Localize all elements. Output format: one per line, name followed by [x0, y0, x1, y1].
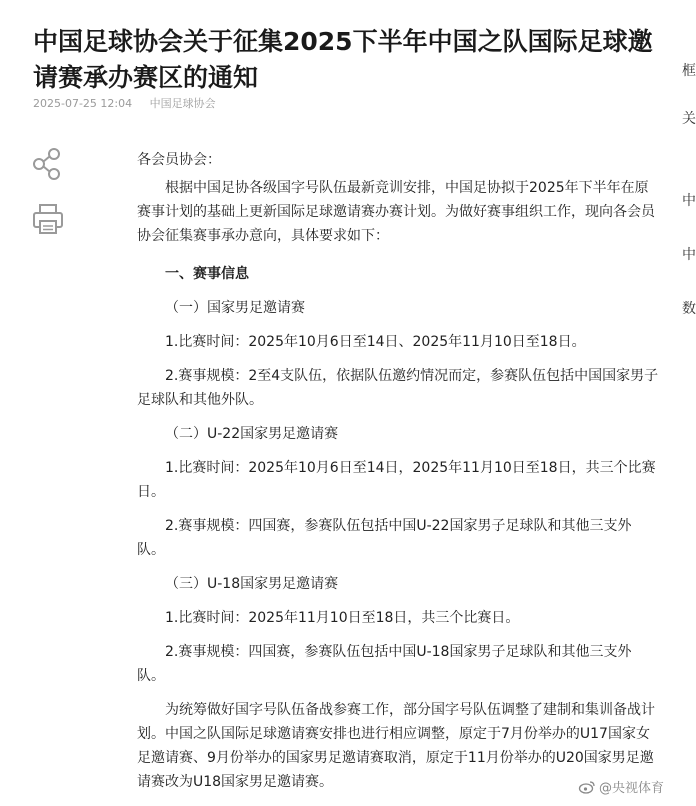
article-meta: [33, 97, 216, 111]
sidebar-cutoff: [670, 60, 696, 360]
list-item: [137, 364, 662, 412]
subsection-heading-3: （三）U-18国家男足邀请赛: [165, 576, 339, 592]
list-item-continuation: 队。: [137, 668, 165, 684]
print-button[interactable]: [30, 201, 66, 237]
list-item: [137, 514, 662, 562]
list-item-line: 2.赛事规模：四国赛，参赛队伍包括中国U-18国家男子足球队和其他三支外: [165, 644, 632, 660]
watermark-text: @央视体育: [599, 781, 665, 796]
sidebar-cutoff-char: 数: [682, 301, 696, 317]
list-item: [137, 640, 662, 688]
list-item-continuation: 足球队和其他外队。: [137, 392, 263, 408]
section-heading: 一、赛事信息: [165, 266, 249, 282]
print-icon: [30, 201, 66, 237]
list-item-continuation: 队。: [137, 542, 165, 558]
watermark: [579, 777, 664, 796]
list-item-line: 1.比赛时间：2025年10月6日至14日，2025年11月10日至18日，共三个比赛: [165, 460, 656, 476]
list-item-line: 2.赛事规模：2至4支队伍，依据队伍邀约情况而定，参赛队伍包括中国国家男子: [165, 368, 659, 384]
article-source[interactable]: 中国足球协会: [149, 97, 216, 110]
subsection-heading-1: （一）国家男足邀请赛: [165, 300, 305, 316]
article-title: 中国足球协会关于征集2025下半年中国之队国际足球邀请赛承办赛区的通知: [33, 27, 653, 92]
weibo-logo-icon: [579, 780, 595, 794]
list-item: [137, 456, 662, 504]
article-body: [137, 148, 665, 796]
sidebar-cutoff-char: 中: [682, 247, 696, 263]
list-item: 1.比赛时间：2025年10月6日至14日、2025年11月10日至18日。: [165, 334, 586, 350]
sidebar-cutoff-char: 框: [682, 63, 696, 79]
list-item-line: 2.赛事规模：四国赛，参赛队伍包括中国U-22国家男子足球队和其他三支外: [165, 518, 632, 534]
list-item-continuation: 日。: [137, 484, 165, 500]
closing-paragraph: 为统筹做好国字号队伍备战参赛工作，部分国字号队伍调整了建制和集训备战计划。中国之队国际足球邀请赛安排也进行相应调整，原定于7月份举办的U17国家女足邀请赛、9月份举办的国家男足邀请赛取消，原定于11月份举办的U20国家男足邀请赛改为U18国家男足邀请赛。: [137, 702, 655, 790]
sidebar-cutoff-char: 关: [682, 111, 696, 127]
share-button[interactable]: [30, 146, 66, 182]
sidebar-cutoff-char: 中: [682, 193, 696, 209]
share-icon: [30, 146, 66, 182]
intro-paragraph: 根据中国足协各级国字号队伍最新竞训安排，中国足协拟于2025年下半年在原赛事计划的基础上更新国际足球邀请赛办赛计划。为做好赛事组织工作，现向各会员协会征集赛事承办意向，具体要求如下：: [137, 180, 655, 244]
subsection-heading-2: （二）U-22国家男足邀请赛: [165, 426, 339, 442]
publish-date: 2025-07-25 12:04: [33, 97, 133, 110]
list-item: 1.比赛时间：2025年11月10日至18日，共三个比赛日。: [165, 610, 520, 626]
greeting: 各会员协会：: [137, 152, 221, 168]
